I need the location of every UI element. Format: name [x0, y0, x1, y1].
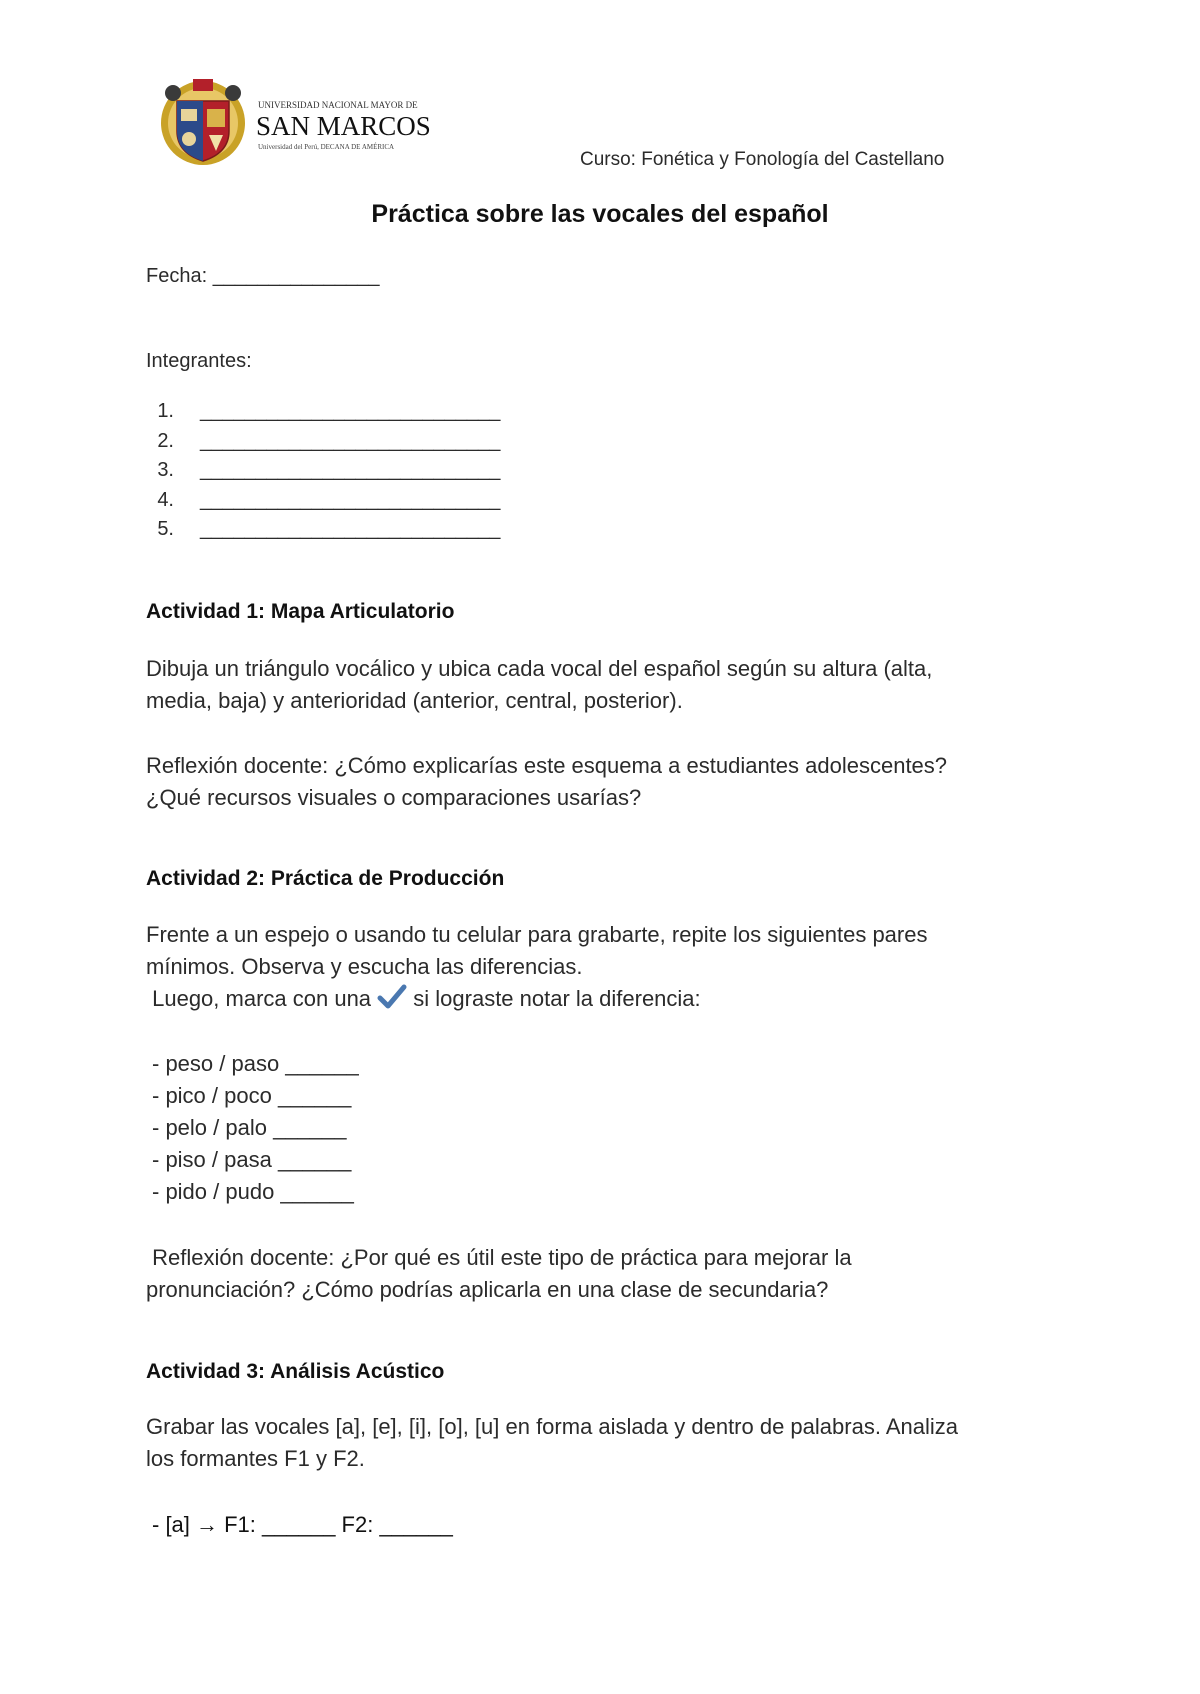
- page-title: Práctica sobre las vocales del español: [371, 200, 829, 228]
- university-logo: [158, 75, 431, 173]
- member-line[interactable]: 1. ___________________________: [157, 400, 501, 422]
- member-line[interactable]: 3. ___________________________: [157, 459, 501, 481]
- member-line[interactable]: 5. ___________________________: [157, 518, 501, 540]
- date-field[interactable]: Fecha: _______________: [146, 265, 380, 287]
- check-mark-icon: [377, 983, 407, 1011]
- svg-text:SAN MARCOS: SAN MARCOS: [256, 111, 431, 141]
- university-crest-icon: [158, 75, 431, 173]
- list-item[interactable]: - piso / pasa ______: [152, 1147, 352, 1172]
- instruction-text: Luego, marca con una: [146, 986, 378, 1011]
- members-label: Integrantes:: [146, 350, 252, 372]
- list-item[interactable]: - pico / poco ______: [152, 1083, 352, 1108]
- activity1-heading: Actividad 1: Mapa Articulatorio: [146, 600, 455, 623]
- activity3-paragraph: Grabar las vocales [a], [e], [i], [o], [u] en forma aislada y dentro de palabras. Analiza los formantes F1 y F2.: [146, 1414, 958, 1471]
- activity1-paragraph: Dibuja un triángulo vocálico y ubica cada vocal del español según su altura (alta, media, baja) y anterioridad (anterior, central, posterior).: [146, 656, 933, 713]
- activity2-heading: Actividad 2: Práctica de Producción: [146, 867, 505, 890]
- formant-line[interactable]: - [a] → F1: ______ F2: ______: [152, 1512, 453, 1537]
- list-item[interactable]: - pido / pudo ______: [152, 1179, 354, 1204]
- svg-text:Universidad del Perú, DECANA D: Universidad del Perú, DECANA DE AMÉRICA: [258, 143, 395, 151]
- activity1-reflection: Reflexión docente: ¿Cómo explicarías este esquema a estudiantes adolescentes? ¿Qué recursos visuales o comparaciones usarías?: [146, 753, 948, 810]
- course-name: Curso: Fonética y Fonología del Castellano: [580, 149, 945, 170]
- minimal-pairs-list: [152, 1048, 359, 1208]
- member-line[interactable]: 2. ___________________________: [157, 429, 501, 452]
- list-item[interactable]: - pelo / palo ______: [152, 1115, 347, 1140]
- list-item[interactable]: - peso / paso ______: [152, 1051, 359, 1076]
- members-list: [146, 400, 500, 548]
- member-line[interactable]: 4. ___________________________: [157, 488, 501, 511]
- svg-text:UNIVERSIDAD NACIONAL MAYOR DE: UNIVERSIDAD NACIONAL MAYOR DE: [258, 100, 418, 110]
- activity2-reflection: Reflexión docente: ¿Por qué es útil este tipo de práctica para mejorar la pronunciación? ¿Cómo podrías aplicarla en una clase de secundaria?: [146, 1245, 852, 1302]
- activity2-paragraph: Frente a un espejo o usando tu celular para grabarte, repite los siguientes pares mínimos. Observa y escucha las diferencias. Luego, marca con una si lograste notar la diferencia:: [146, 922, 928, 1011]
- activity3-heading: Actividad 3: Análisis Acústico: [146, 1360, 445, 1383]
